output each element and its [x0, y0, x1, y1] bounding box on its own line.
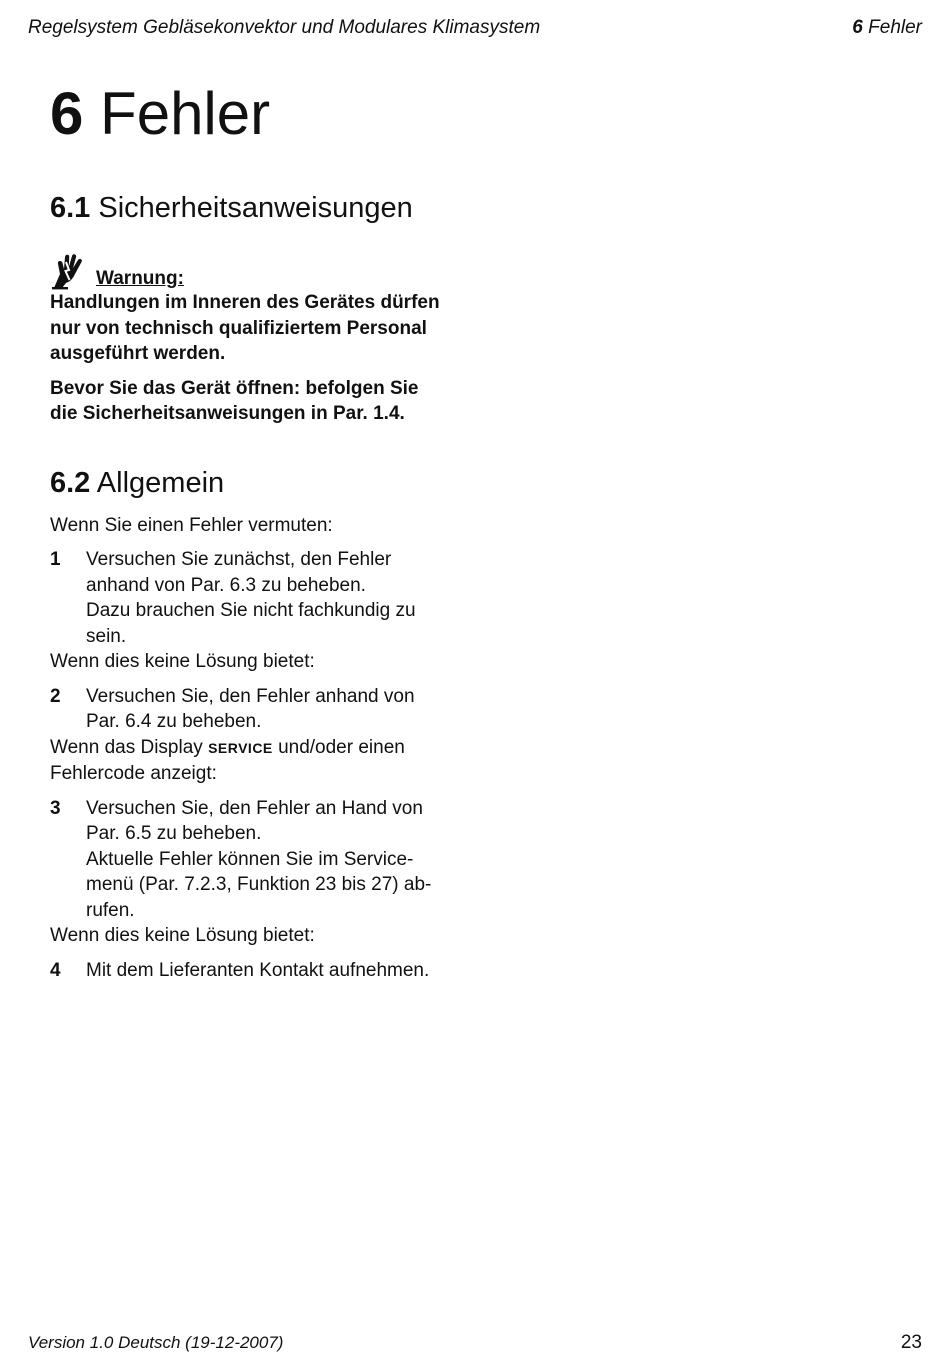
condition-2-after: und/oder einen Fehlercode anzeigt: [50, 736, 405, 784]
condition-2-before: Wenn das Display [50, 736, 203, 758]
chapter-number: 6 [50, 80, 84, 147]
step-2-number: 2 [50, 685, 61, 707]
step-3-number: 3 [50, 797, 61, 819]
header-chapter-title: Fehler [868, 17, 922, 38]
step-3-note: Aktuelle Fehler können Sie im Servicemenü (Par. 7.2.3, Funktion 23 bis 27) abrufen. [86, 848, 432, 921]
header-chapter [852, 17, 922, 39]
warning-text-2: Bevor Sie das Gerät öffnen: befolgen Sie die Sicherheitsanweisungen in Par. 1.4. [50, 377, 419, 424]
step-2-text: Versuchen Sie, den Fehler anhand von Par. 6.4 zu beheben. [86, 685, 415, 732]
warning-block [50, 250, 450, 427]
condition-1: Wenn dies keine Lösung bietet: [50, 651, 315, 672]
step-3-text: Versuchen Sie, den Fehler an Hand von Par. 6.5 zu beheben. [86, 797, 423, 844]
section-6-1-title: Sicherheitsanweisungen [98, 192, 413, 224]
step-1-text: Versuchen Sie zunächst, den Fehler anhand von Par. 6.3 zu beheben. [86, 549, 392, 596]
header-chapter-number: 6 [852, 17, 863, 38]
header-document-title: Regelsystem Gebläsekonvektor und Modulares Klimasystem [28, 17, 541, 38]
step-1-number: 1 [50, 549, 61, 570]
warning-label: Warnung: [96, 268, 184, 289]
hand-warning-icon [50, 252, 86, 290]
page-number: 23 [900, 1332, 922, 1353]
section-6-1-heading [50, 190, 450, 226]
step-4-text: Mit dem Lieferanten Kontakt aufnehmen. [86, 959, 430, 981]
section-6-2-title: Allgemein [96, 466, 225, 499]
section-6-2-body [50, 513, 450, 984]
page-header [28, 17, 922, 39]
intro-text: Wenn Sie einen Fehler vermuten: [50, 514, 333, 536]
warning-text-1: Handlungen im Inneren des Gerätes dürfen nur von technisch qualifiziertem Personal ausgeführt werden. [50, 292, 440, 364]
step-1-note: Dazu brauchen Sie nicht fachkundig zu sein. [86, 600, 416, 647]
chapter-title-text: Fehler [100, 80, 271, 147]
warning-header [50, 250, 450, 290]
section-6-2-number: 6.2 [50, 466, 91, 499]
step-4 [50, 958, 450, 984]
step-3 [50, 796, 450, 847]
section-6-1-number: 6.1 [50, 192, 91, 224]
footer-version: Version 1.0 Deutsch (19-12-2007) [28, 1333, 284, 1352]
step-4-number: 4 [50, 959, 61, 981]
display-code-service: SERVICE [208, 739, 273, 756]
step-2 [50, 684, 450, 735]
page-footer [28, 1332, 922, 1354]
condition-2 [50, 735, 450, 787]
step-1 [50, 547, 450, 598]
condition-3: Wenn dies keine Lösung bietet: [50, 925, 315, 946]
page-content [50, 78, 450, 983]
chapter-title [50, 78, 450, 150]
section-6-2-heading [50, 465, 450, 501]
